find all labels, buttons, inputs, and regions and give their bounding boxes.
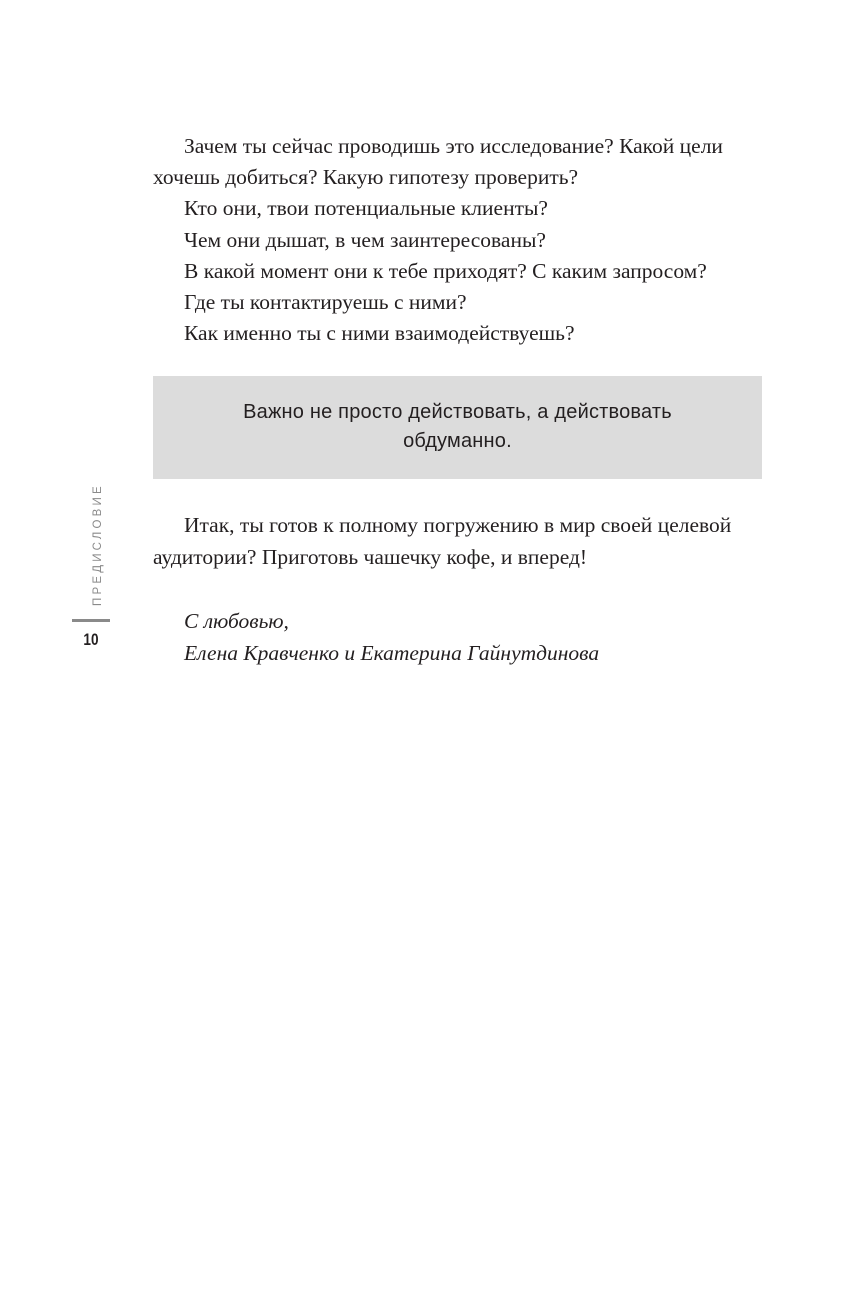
page-body bbox=[153, 131, 762, 669]
question-paragraph: Как именно ты с ними взаимодействуешь? bbox=[184, 321, 575, 346]
question-paragraph: Зачем ты сейчас проводишь это исследование? Какой цели хочешь добиться? Какую гипотезу проверить? bbox=[153, 134, 723, 190]
question-paragraph: В какой момент они к тебе приходят? С каким запросом? bbox=[184, 258, 707, 283]
question-paragraph: Где ты контактируешь с ними? bbox=[184, 290, 467, 315]
running-head-rule bbox=[72, 619, 110, 622]
callout-box bbox=[153, 376, 762, 479]
signature bbox=[153, 605, 762, 669]
callout-text: Важно не просто действовать, а действовать обдуманно. bbox=[243, 401, 672, 453]
closing-paragraph: Итак, ты готов к полному погружению в мир своей целевой аудитории? Приготовь чашечку кофе, и вперед! bbox=[153, 513, 732, 569]
question-list bbox=[153, 131, 762, 349]
question-paragraph: Чем они дышат, в чем заинтересованы? bbox=[184, 227, 546, 252]
question-paragraph: Кто они, твои потенциальные клиенты? bbox=[184, 196, 548, 221]
signature-greeting: С любовью, bbox=[184, 608, 289, 633]
section-label: ПРЕДИСЛОВИЕ bbox=[92, 483, 104, 606]
signature-authors: Елена Кравченко и Екатерина Гайнутдинова bbox=[184, 640, 600, 665]
page-number: 10 bbox=[83, 630, 99, 649]
